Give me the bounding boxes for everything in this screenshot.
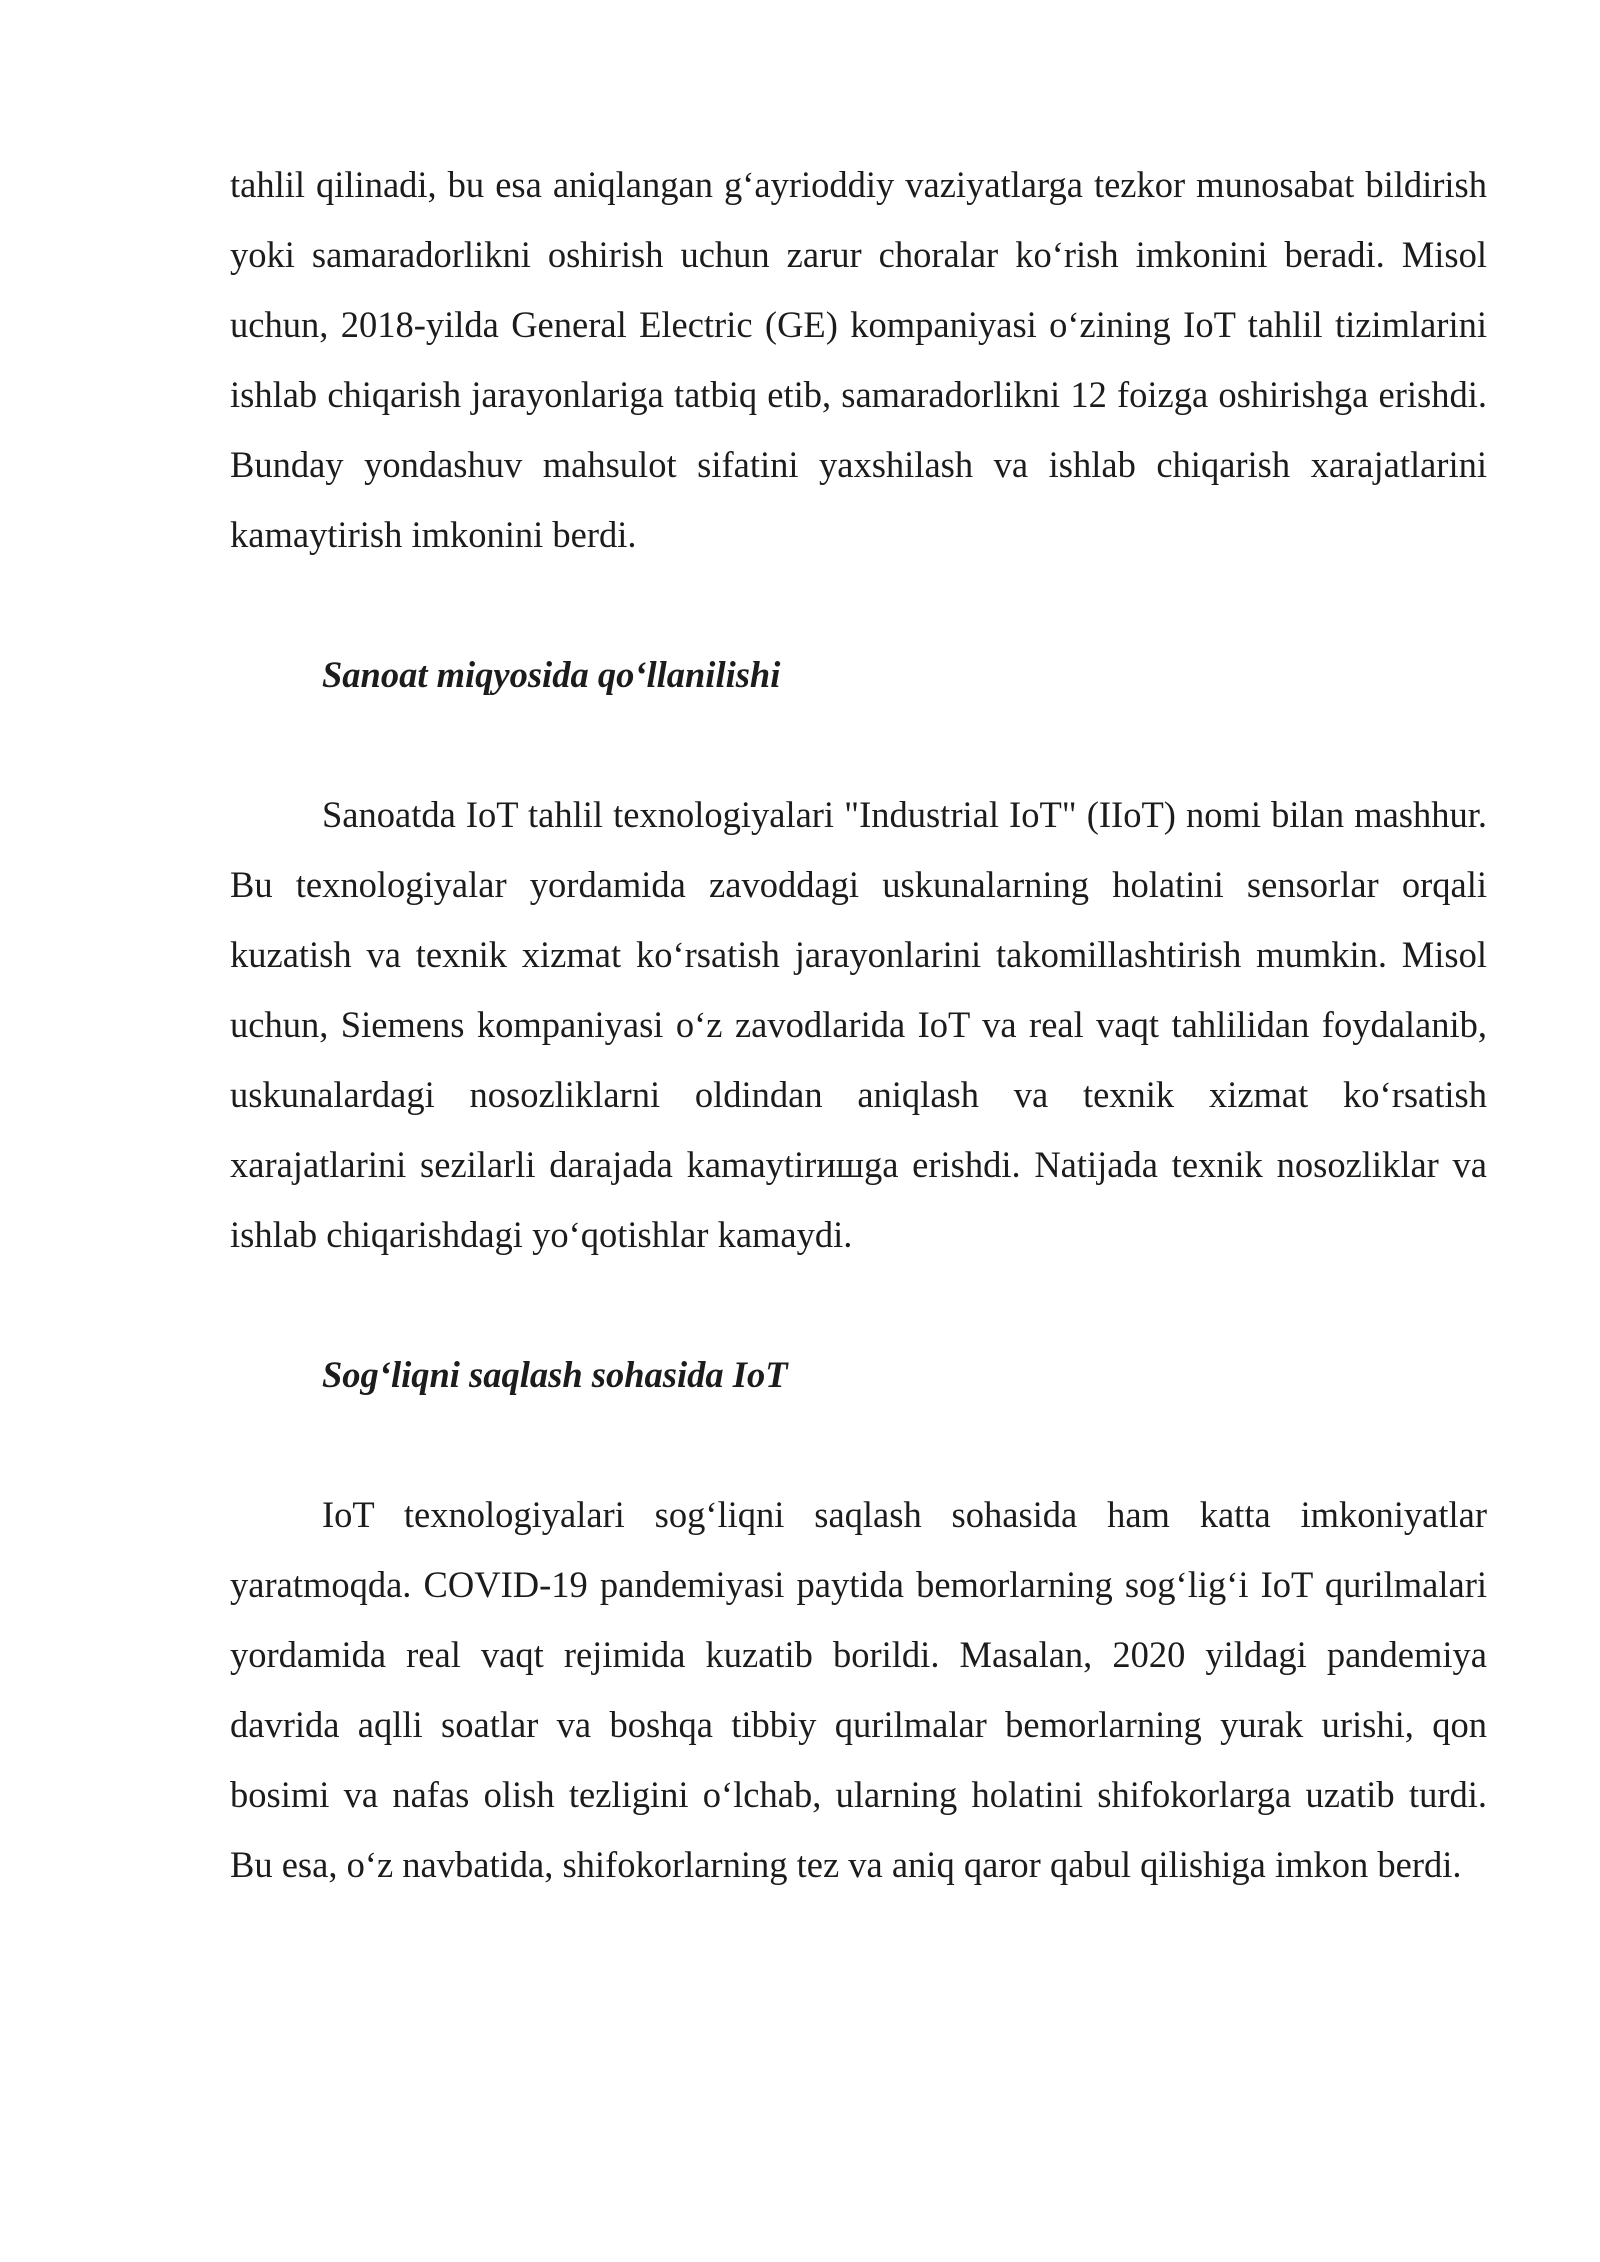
document-body (230, 150, 1487, 1900)
section-heading-industry: Sanoat miqyosida qo‘llanilishi (322, 654, 781, 695)
spacer (230, 1410, 1487, 1480)
health-paragraph: IoT texnologiyalari sog‘liqni saqlash sohasida ham katta imkoniyatlar yaratmoqda. COVID-19 pandemiyasi paytida bemorlarning sog‘lig‘i IoT qurilmalari yordamida real vaqt rejimida kuzatib borildi. Masalan, 2020 yildagi pandemiya davrida aqlli soatlar va boshqa tibbiy qurilmalar bemorlarning yurak urishi, qon bosimi va nafas olish tezligini o‘lchab, ularning holatini shifokorlarga uzatib turdi. Bu esa, o‘z navbatida, shifokorlarning tez va aniq qaror qabul qilishiga imkon berdi. (230, 1494, 1487, 1885)
industry-paragraph: Sanoatda IoT tahlil texnologiyalari "Industrial IoT" (IIoT) nomi bilan mashhur. Bu texnologiyalar yordamida zavoddagi uskunalarning holatini sensorlar orqali kuzatish va texnik xizmat ko‘rsatish jarayonlarini takomillashtirish mumkin. Misol uchun, Siemens kompaniyasi o‘z zavodlarida IoT va real vaqt tahlilidan foydalanib, uskunalardagi nosozliklarni oldindan aniqlash va texnik xizmat ko‘rsatish xarajatlarini sezilarli darajada kamaytirишga erishdi. Natijada texnik nosozliklar va ishlab chiqarishdagi yo‘qotishlar kamaydi. (230, 794, 1487, 1255)
spacer (230, 710, 1487, 780)
spacer (230, 1270, 1487, 1340)
section-heading-health: Sog‘liqni saqlash sohasida IoT (322, 1354, 788, 1395)
spacer (230, 570, 1487, 640)
intro-paragraph: tahlil qilinadi, bu esa aniqlangan g‘ayrioddiy vaziyatlarga tezkor munosabat bildirish yoki samaradorlikni oshirish uchun zarur choralar ko‘rish imkonini beradi. Misol uchun, 2018-yilda General Electric (GE) kompaniyasi o‘zining IoT tahlil tizimlarini ishlab chiqarish jarayonlariga tatbiq etib, samaradorlikni 12 foizga oshirishga erishdi. Bunday yondashuv mahsulot sifatini yaxshilash va ishlab chiqarish xarajatlarini kamaytirish imkonini berdi. (230, 164, 1487, 555)
